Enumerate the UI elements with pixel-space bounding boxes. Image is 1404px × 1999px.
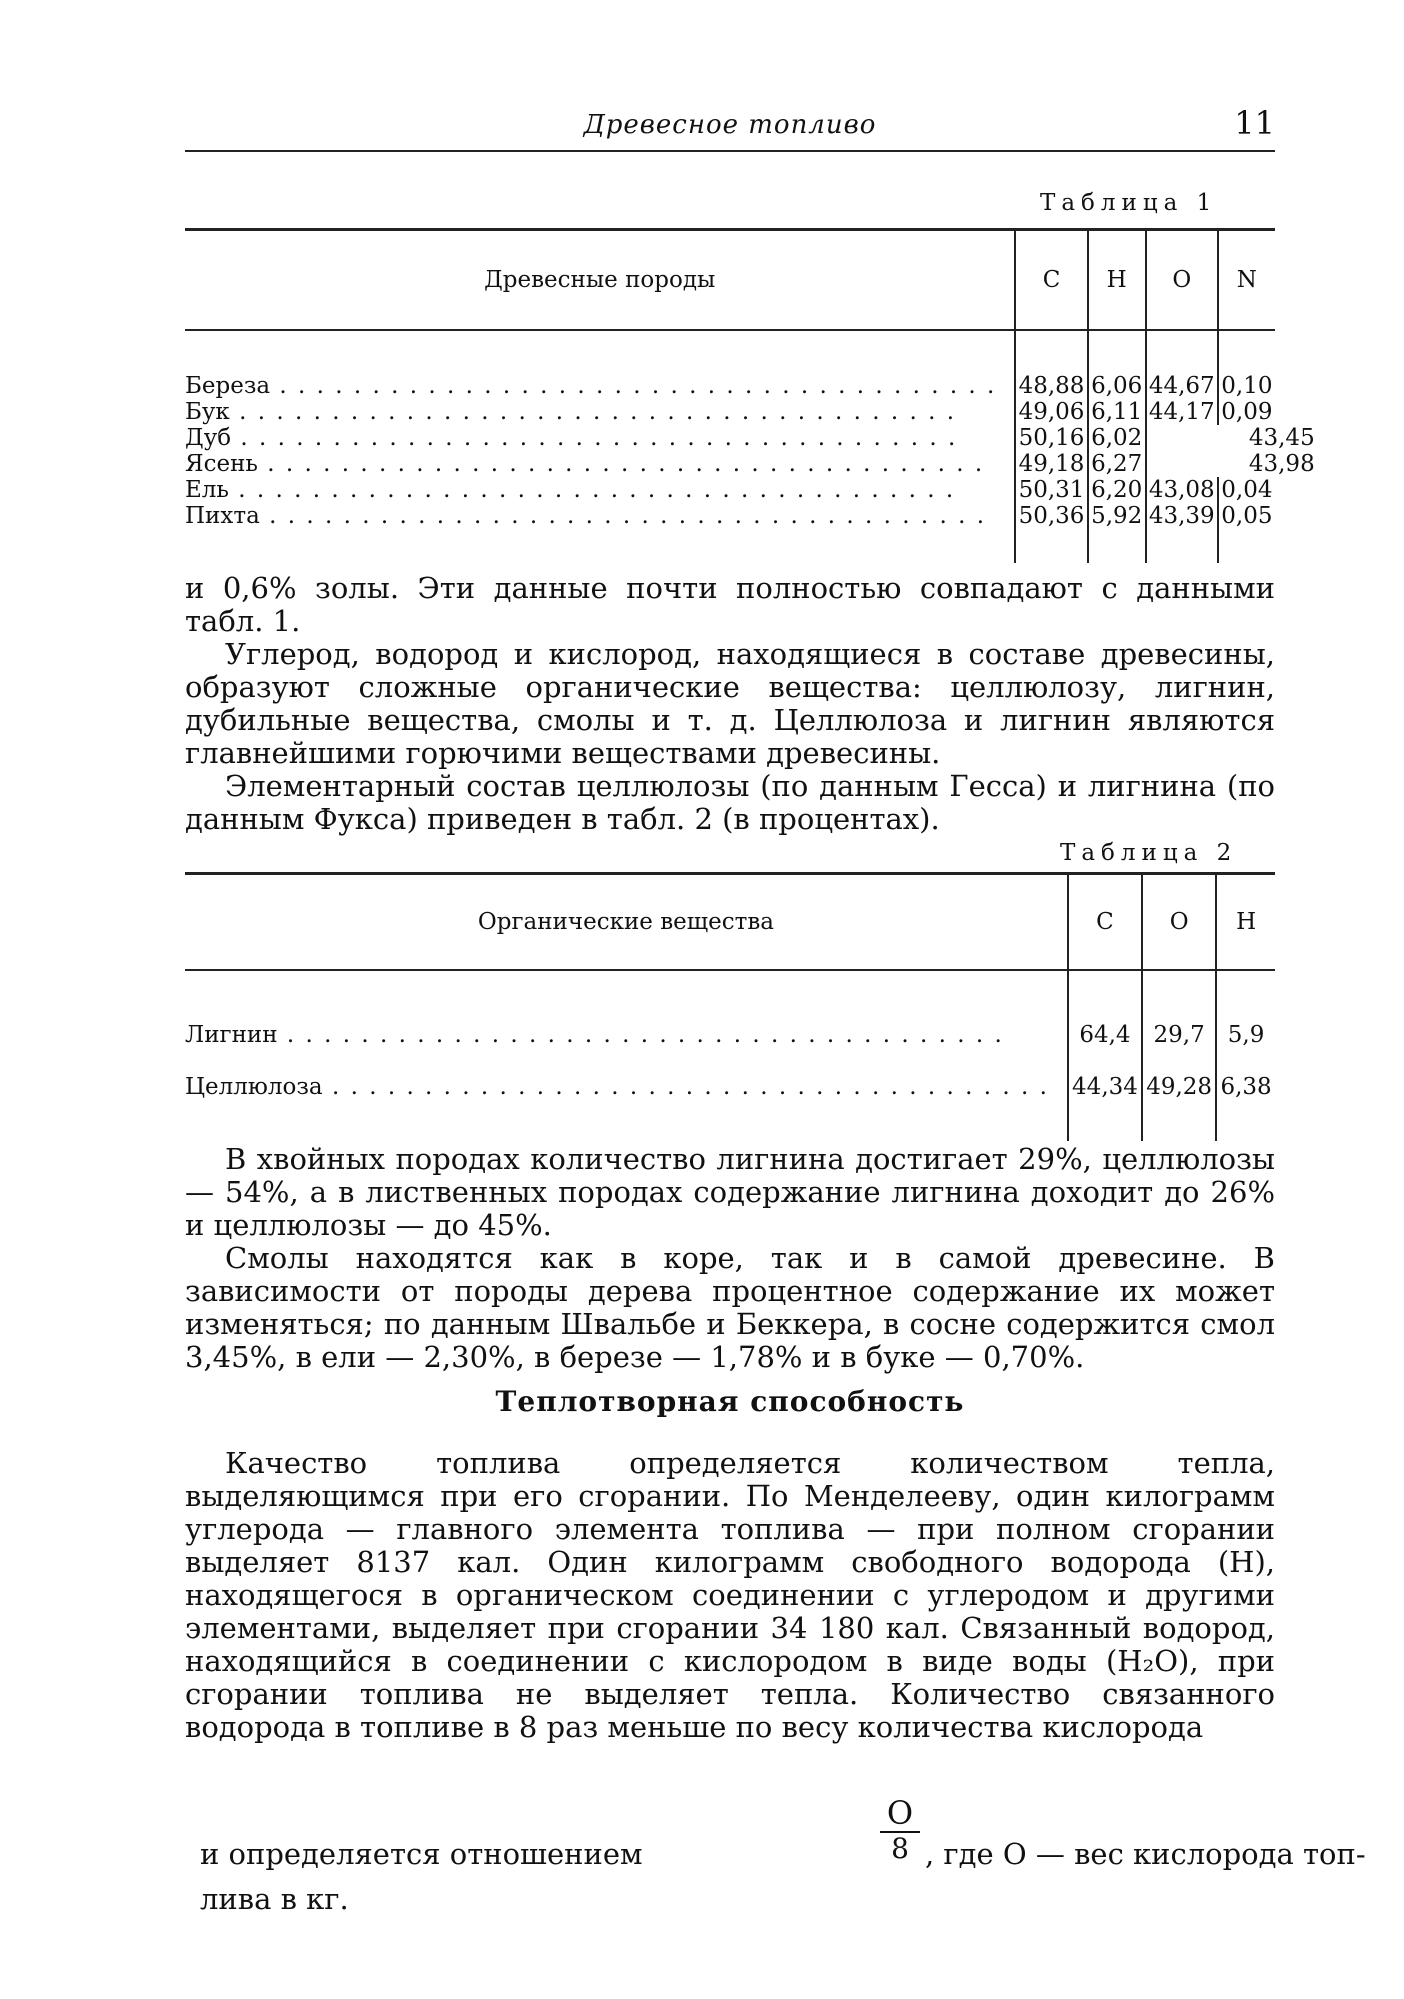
- text-block-2: [185, 1143, 1275, 1374]
- table2-cell-o: 49,28: [1146, 1074, 1213, 1100]
- paragraph: Смолы находятся как в коре, так и в самой древесине. В зависимости от породы дерева процентное содержание их может изменяться; по данным Швальбе и Беккера, в сосне содержится смол 3,45%, в ели — 2,30%, в березе — 1,78% и в буке — 0,70%.: [185, 1241, 1275, 1374]
- table1-cell-n: 0,04: [1221, 477, 1273, 503]
- table1-cell-c: 50,36: [1018, 503, 1085, 529]
- table1-cell-o: 44,17: [1148, 399, 1215, 425]
- last-line: лива в кг.: [200, 1882, 349, 1916]
- table2-cell-h: 5,9: [1227, 1022, 1265, 1048]
- table1-merged-on: 43,98: [1147, 451, 1404, 477]
- table1-cell-o: 43,39: [1148, 503, 1215, 529]
- table1: [185, 228, 1315, 563]
- fraction-numerator: O: [880, 1795, 920, 1833]
- table1-cell-c: 49,18: [1018, 451, 1085, 477]
- formula-text-before: и определяется отношением: [200, 1837, 643, 1871]
- table1-header-o: O: [1146, 230, 1218, 331]
- table1-cell-c: 48,88: [1018, 373, 1085, 399]
- table1-cell-c: 49,06: [1018, 399, 1085, 425]
- table2-substance-name: Целлюлоза . . .: [185, 1061, 1049, 1113]
- paragraph: Углерод, водород и кислород, находящиеся в составе древесины, образуют сложные органические вещества: целлюлозу, лигнин, дубильные вещества, смолы и т. д. Целлюлоза и лигнин являются главнейшими горючими веществами древесины.: [185, 637, 1275, 770]
- table2-cell-h: 6,38: [1220, 1074, 1272, 1100]
- table1-cell-o: 43,08: [1148, 477, 1215, 503]
- formula-line: [200, 1794, 1366, 1875]
- table2-caption: Таблица 2: [1060, 840, 1238, 866]
- formula-text-after: , где O — вес кислорода топ-: [925, 1837, 1366, 1871]
- table1-cell-h: 6,27: [1091, 451, 1143, 477]
- table2-cell-c: 44,34: [1072, 1074, 1138, 1100]
- table1-cell-h: 6,02: [1091, 425, 1143, 451]
- paragraph: Элементарный состав целлюлозы (по данным Гесса) и лигнина (по данным Фукса) приведен в табл. 2 (в процентах).: [185, 769, 1275, 836]
- table1-species-name: Бук . . .: [185, 399, 996, 425]
- table1-cell-h: 6,06: [1091, 373, 1143, 399]
- table1-species-name: Ясень . . .: [185, 451, 996, 477]
- table1-species-name: Береза . . .: [185, 373, 996, 399]
- table1-cell-c: 50,16: [1018, 425, 1085, 451]
- fraction-denominator: 8: [891, 1832, 909, 1865]
- table2-header-h: H: [1216, 874, 1275, 971]
- table1-header-h: H: [1088, 230, 1146, 331]
- table2-substance-name: Лигнин . . .: [185, 1009, 1049, 1061]
- table2-cell-o: 29,7: [1153, 1022, 1205, 1048]
- table2-header-c: C: [1068, 874, 1142, 971]
- table2-header-substance: Органические вещества: [185, 874, 1068, 971]
- running-header: [185, 104, 1275, 152]
- table1-merged-on: 43,45: [1147, 425, 1404, 451]
- table2-cell-c: 64,4: [1079, 1022, 1131, 1048]
- table1-header-n: N: [1218, 230, 1275, 331]
- table1-header-c: C: [1015, 230, 1087, 331]
- table1-cell-o: 44,67: [1148, 373, 1215, 399]
- table2-header-o: O: [1142, 874, 1216, 971]
- fraction-o-over-8: [880, 1795, 920, 1865]
- paragraph: В хвойных породах количество лигнина достигает 29%, целлюлозы — 54%, а в лиственных породах содержание лигнина доходит до 26% и целлюлозы — до 45%.: [185, 1142, 1275, 1242]
- section-title: Теплотворная способность: [495, 1385, 965, 1418]
- table1-cell-h: 6,11: [1091, 399, 1143, 425]
- table1-cell-n: 0,10: [1221, 373, 1273, 399]
- table1-species-name: Дуб . . .: [185, 425, 996, 451]
- table1-header-species: Древесные породы: [185, 230, 1015, 331]
- table1-species-name: Ель . . .: [185, 477, 996, 503]
- section-paragraph: [185, 1447, 1275, 1744]
- page-number: 11: [1234, 104, 1275, 142]
- table1-species-name: Пихта . . .: [185, 503, 996, 529]
- table1-cell-h: 5,92: [1091, 503, 1143, 529]
- paragraph: Качество топлива определяется количеством тепла, выделяющимся при его сгорании. По Менделееву, один килограмм углерода — главного элемента топлива — при полном сгорании выделяет 8137 кал. Один килограмм свободного водорода (H), находящегося в органическом соединении с углеродом и другими элементами, выделяет при сгорании 34 180 кал. Связанный водород, находящийся в соединении с кислородом в виде воды (H₂O), при сгорании топлива не выделяет тепла. Количество связанного водорода в топливе в 8 раз меньше по весу количества кислорода: [185, 1446, 1275, 1744]
- table2: [185, 872, 1275, 1141]
- table1-cell-n: 0,09: [1221, 399, 1273, 425]
- table1-caption: Таблица 1: [1040, 190, 1218, 216]
- paragraph: и 0,6% золы. Эти данные почти полностью совпадают с данными табл. 1.: [185, 571, 1275, 638]
- table1-cell-c: 50,31: [1018, 477, 1085, 503]
- text-block-1: [185, 572, 1275, 836]
- table1-cell-h: 6,20: [1091, 477, 1143, 503]
- running-title: Древесное топливо: [583, 110, 877, 140]
- table1-cell-n: 0,05: [1221, 503, 1273, 529]
